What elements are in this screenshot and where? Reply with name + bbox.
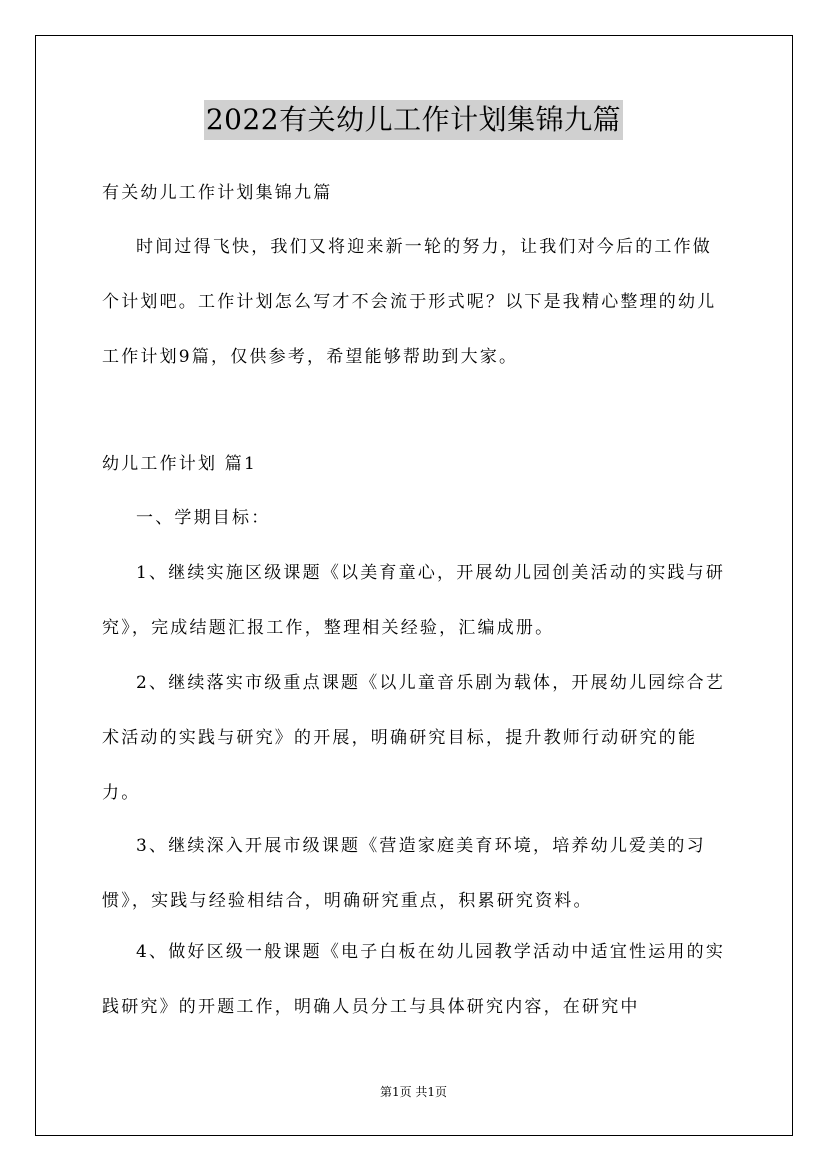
intro-paragraph: 时间过得飞快，我们又将迎来新一轮的努力，让我们对今后的工作做个计划吧。工作计划怎么写才不会流于形式呢？以下是我精心整理的幼儿工作计划9篇，仅供参考，希望能够帮助到大家。	[102, 237, 717, 367]
list-item: 2、继续落实市级重点课题《以儿童音乐剧为载体，开展幼儿园综合艺术活动的实践与研究》的开展，明确研究目标，提升教师行动研究的能力。	[102, 673, 726, 803]
list-item: 1、继续实施区级课题《以美育童心，开展幼儿园创美活动的实践与研究》，完成结题汇报工作，整理相关经验，汇编成册。	[102, 563, 726, 638]
list-item: 3、继续深入开展市级课题《营造家庭美育环境，培养幼儿爱美的习惯》，实践与经验相结合，明确研究重点，积累研究资料。	[102, 836, 706, 911]
page-footer: 第1页 共1页	[379, 1085, 448, 1099]
goal-heading: 一、学期目标：	[136, 508, 271, 528]
document-title: 2022有关幼儿工作计划集锦九篇	[204, 100, 623, 140]
section-heading: 幼儿工作计划 篇1	[102, 454, 258, 474]
list-item: 4、做好区级一般课题《电子白板在幼儿园教学活动中适宜性运用的实践研究》的开题工作，明确人员分工与具体研究内容，在研究中	[102, 942, 726, 1017]
title-container	[0, 100, 827, 140]
document-subtitle: 有关幼儿工作计划集锦九篇	[102, 183, 333, 203]
